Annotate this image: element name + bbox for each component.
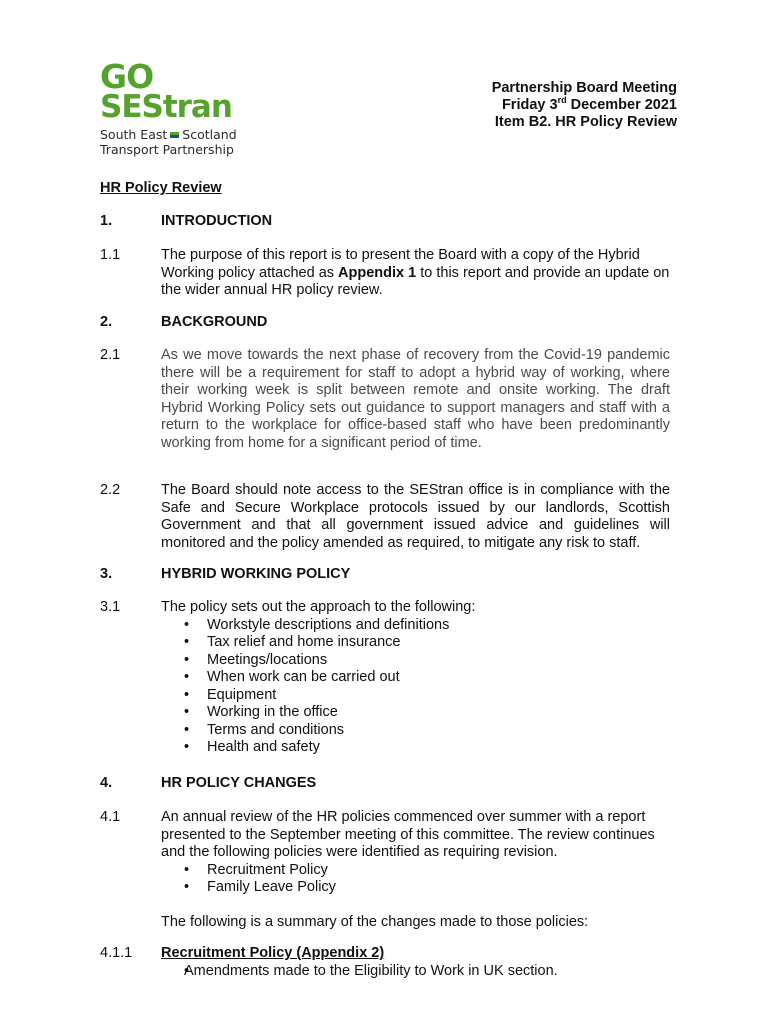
sestran-logo	[100, 57, 237, 157]
list-item: • Terms and conditions	[161, 722, 670, 740]
paragraph-4-1: 4.1 An annual review of the HR policies commenced over summer with a report presented to the September meeting of this committee. The review continues and the following policies were identified as requiring revision. • Recruitment Policy • Family Leave Policy The following is a summary of the changes made to those policies:	[100, 809, 670, 931]
list-item: • Working in the office	[161, 704, 670, 722]
logo-subtitle-2: Transport Partnership	[100, 142, 234, 157]
list-item: • Amendments made to the Eligibility to Work in UK section.	[161, 963, 670, 981]
paragraph-2-2: 2.2 The Board should note access to the SEStran office is in compliance with the Safe and Secure Workplace protocols issued by our landlords, Scottish Government and that all government issued advice and guidelines will monitored and the policy amended as required, to mitigate any risk to staff.	[100, 482, 670, 551]
logo-subtitle-1: South East Scotland	[100, 127, 237, 142]
summary-intro: The following is a summary of the changes made to those policies:	[161, 913, 589, 930]
document-title: HR Policy Review	[100, 180, 222, 196]
logo-brand: SEStran	[100, 89, 232, 125]
list-item: • When work can be carried out	[161, 669, 670, 687]
list-item: • Equipment	[161, 687, 670, 705]
list-item: • Tax relief and home insurance	[161, 634, 670, 652]
agenda-item: Item B2. HR Policy Review	[494, 114, 677, 130]
policy-topics-list	[161, 617, 670, 757]
paragraph-1-1: 1.1 The purpose of this report is to present the Board with a copy of the Hybrid Working policy attached as Appendix 1 to this report and provide an update on the wider annual HR policy review.	[100, 247, 670, 298]
section-1-heading: 1. INTRODUCTION	[100, 213, 273, 229]
section-3-heading: 3. HYBRID WORKING POLICY	[100, 566, 351, 582]
list-item: • Workstyle descriptions and definitions	[161, 617, 670, 635]
meeting-date: Friday 3rd December 2021	[501, 95, 677, 113]
list-item: • Health and safety	[161, 739, 670, 757]
paragraph-4-1-1: 4.1.1 Recruitment Policy (Appendix 2) • Amendments made to the Eligibility to Work in UK section.	[100, 945, 670, 980]
amendments-list	[161, 963, 670, 981]
section-4-heading: 4. HR POLICY CHANGES	[100, 775, 317, 791]
paragraph-3-1: 3.1 The policy sets out the approach to the following: • Workstyle descriptions and definitions • Tax relief and home insurance • Meetings/locations • When work can be carried out • Equipment • Working in the office • Terms and conditions • Health and safety	[100, 599, 670, 757]
revised-policies-list	[161, 862, 670, 897]
meeting-header	[492, 80, 677, 131]
logo-go: GO	[100, 57, 154, 96]
list-item: • Recruitment Policy	[161, 862, 670, 880]
list-item: • Family Leave Policy	[161, 879, 670, 897]
meeting-name: Partnership Board Meeting	[491, 80, 677, 96]
list-item: • Meetings/locations	[161, 652, 670, 670]
saltire-flag-icon	[170, 132, 179, 138]
paragraph-2-1: 2.1 As we move towards the next phase of recovery from the Covid-19 pandemic there will be a requirement for staff to adopt a hybrid way of working, where their working week is split between remote and onsite working. The draft Hybrid Working Policy sets out guidance to support managers and staff with a return to the workplace for office-based staff who have been predominantly working from home for a significant period of time.	[100, 347, 670, 451]
subsection-heading: Recruitment Policy (Appendix 2)	[161, 945, 385, 961]
section-2-heading: 2. BACKGROUND	[100, 314, 268, 330]
